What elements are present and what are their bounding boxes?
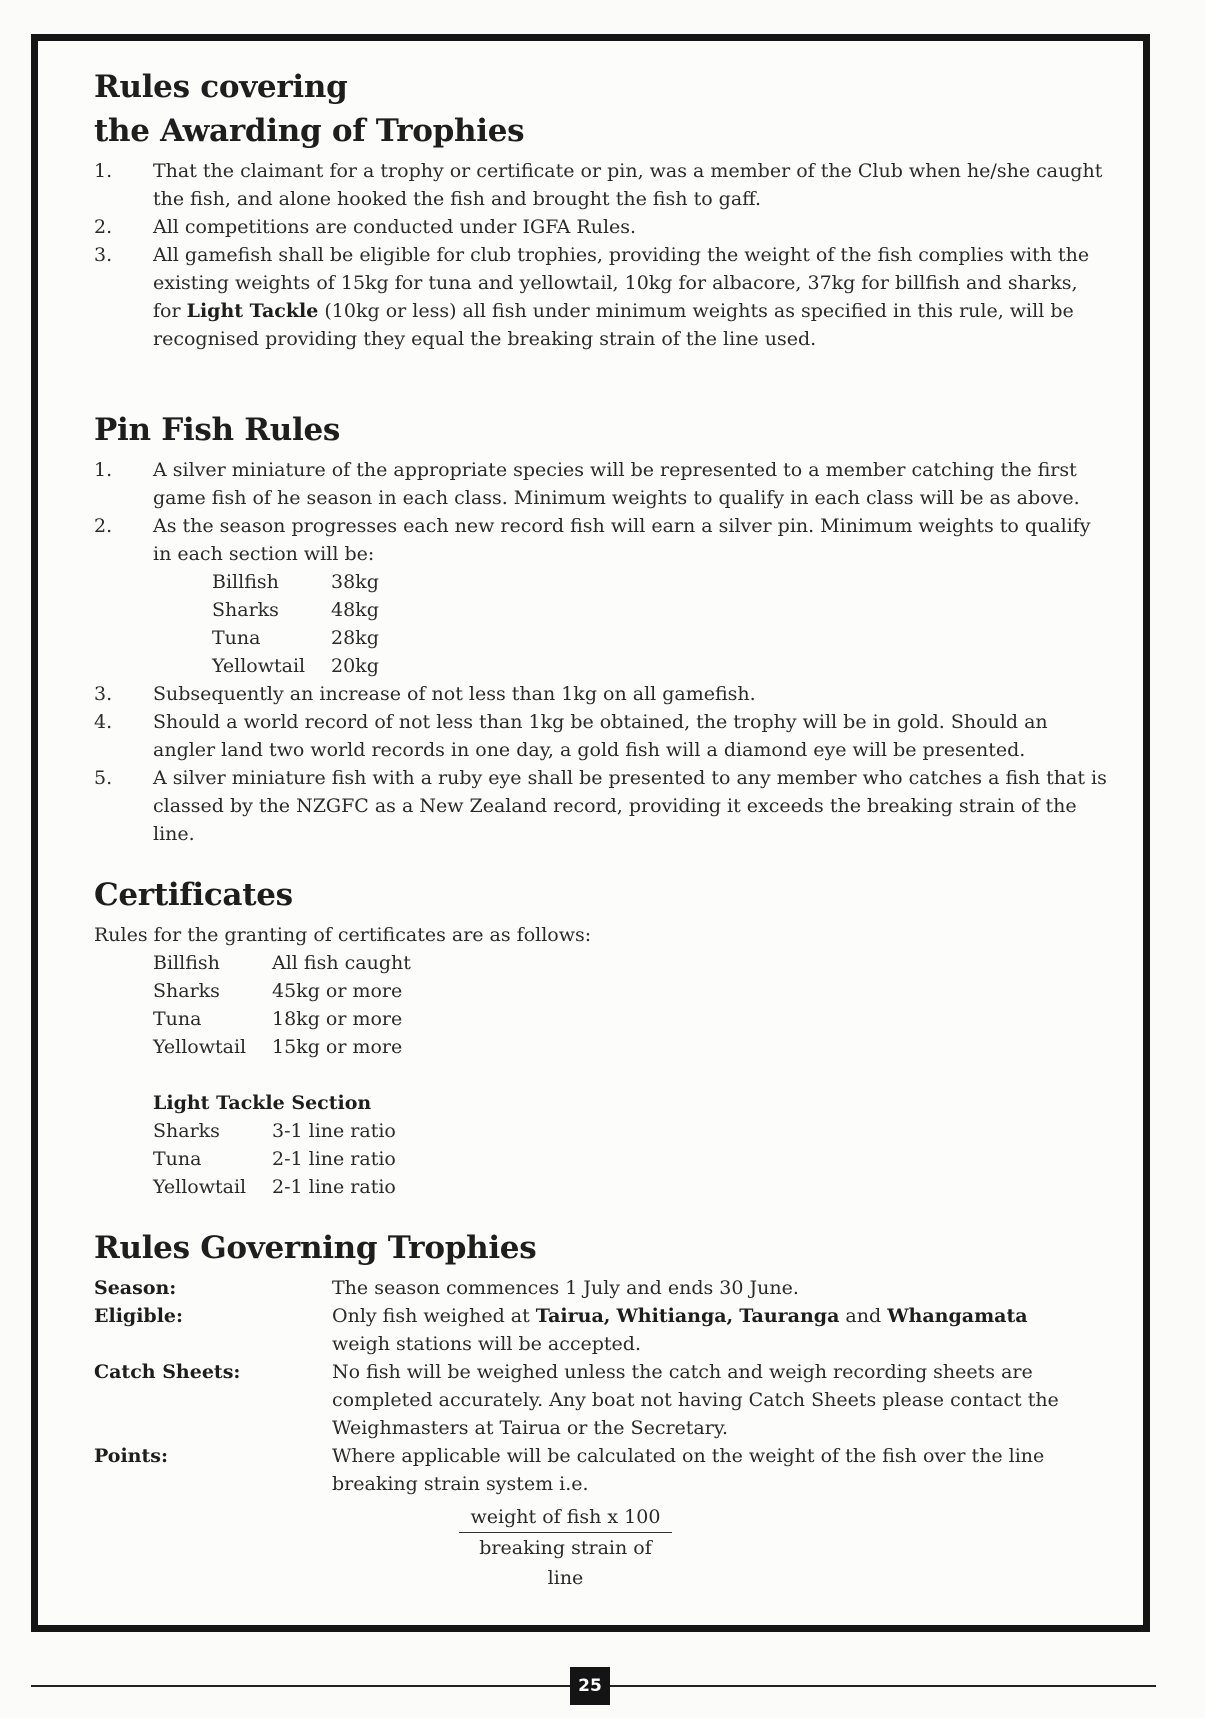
table-row: Tuna 28kg bbox=[212, 627, 379, 649]
list-item: 2. All competitions are conducted under IGFA Rules. bbox=[94, 216, 637, 238]
rule-row-eligible: Eligible: Only fish weighed at Tairua, Whitianga, Tauranga and Whangamata weigh stations will be accepted. bbox=[94, 1305, 1028, 1355]
section-title-awarding-trophies: Rules covering the Awarding of Trophies bbox=[94, 69, 525, 149]
list-item: 1. That the claimant for a trophy or certificate or pin, was a member of the Club when he/she caught the fish, and alone hooked the fish and brought the fish to gaff. bbox=[94, 160, 1103, 210]
pin-fish-rules-list bbox=[94, 456, 1109, 848]
pin-minimum-weights bbox=[212, 568, 1109, 680]
table-row: Billfish All fish caught bbox=[153, 952, 411, 974]
section-title-governing-trophies: Rules Governing Trophies bbox=[94, 1230, 537, 1266]
table-row: Yellowtail 15kg or more bbox=[153, 1036, 403, 1058]
governing-rules bbox=[94, 1274, 1109, 1593]
list-item: 4. Should a world record of not less than 1kg be obtained, the trophy will be in gold. Should an angler land two world records in one day, a gold fish will a diamond eye will be presented. bbox=[94, 711, 1048, 761]
list-item: 3. All gamefish shall be eligible for club trophies, providing the weight of the fish complies with the existing weights of 15kg for tuna and yellowtail, 10kg for albacore, 37kg for billfish and sharks, for Light Tackle (10kg or less) all fish under minimum weights as specified in this rule, will be recognised providing they equal the breaking strain of the line used. bbox=[94, 244, 1090, 350]
table-row: Billfish 38kg bbox=[212, 571, 379, 593]
list-item: 3. Subsequently an increase of not less than 1kg on all gamefish. bbox=[94, 683, 756, 705]
table-row: Tuna 18kg or more bbox=[153, 1008, 403, 1030]
points-formula bbox=[459, 1502, 672, 1593]
light-tackle-heading: Light Tackle Section bbox=[153, 1092, 372, 1114]
page-content bbox=[94, 65, 1109, 1593]
table-row: Sharks 3-1 line ratio bbox=[153, 1120, 396, 1142]
rule-row-season: Season: The season commences 1 July and ends 30 June. bbox=[94, 1277, 799, 1299]
list-item: 2. As the season progresses each new record fish will earn a silver pin. Minimum weights to qualify in each section will be: Billfish 38kg Sharks 48kg Tuna 28kg Yellowtail 20kg bbox=[94, 512, 1109, 680]
list-item: 1. A silver miniature of the appropriate species will be represented to a member catching the first game fish of he season in each class. Minimum weights to qualify in each class will be as above. bbox=[94, 459, 1080, 509]
table-row: Tuna 2-1 line ratio bbox=[153, 1148, 396, 1170]
list-item: 5. A silver miniature fish with a ruby eye shall be presented to any member who catches a fish that is classed by the NZGFC as a New Zealand record, providing it exceeds the breaking strain of the line. bbox=[94, 767, 1107, 845]
section-title-pin-fish: Pin Fish Rules bbox=[94, 412, 341, 448]
table-row: Yellowtail 20kg bbox=[212, 655, 379, 677]
awarding-rules-list bbox=[94, 157, 1109, 353]
page-number: 25 bbox=[570, 1667, 610, 1705]
formula-numerator: weight of fish x 100 bbox=[459, 1502, 672, 1533]
table-row: Yellowtail 2-1 line ratio bbox=[153, 1176, 396, 1198]
table-row: Sharks 45kg or more bbox=[153, 980, 403, 1002]
rule-row-catch-sheets: Catch Sheets: No fish will be weighed unless the catch and weigh recording sheets are completed accurately. Any boat not having Catch Sheets please contact the Weighmasters at Tairua or the Secretary. bbox=[94, 1361, 1059, 1439]
light-tackle-bold: Light Tackle bbox=[186, 300, 319, 322]
page-frame bbox=[31, 34, 1150, 1632]
formula-denominator: breaking strain of line bbox=[479, 1537, 652, 1589]
light-tackle-table bbox=[153, 1117, 1109, 1201]
certificates-intro: Rules for the granting of certificates are as follows: bbox=[94, 924, 592, 946]
certificates-table bbox=[153, 949, 1109, 1061]
table-row: Sharks 48kg bbox=[212, 599, 379, 621]
section-title-certificates: Certificates bbox=[94, 877, 293, 913]
rule-row-points: Points: Where applicable will be calculated on the weight of the fish over the line breaking strain system i.e. bbox=[94, 1445, 1045, 1495]
